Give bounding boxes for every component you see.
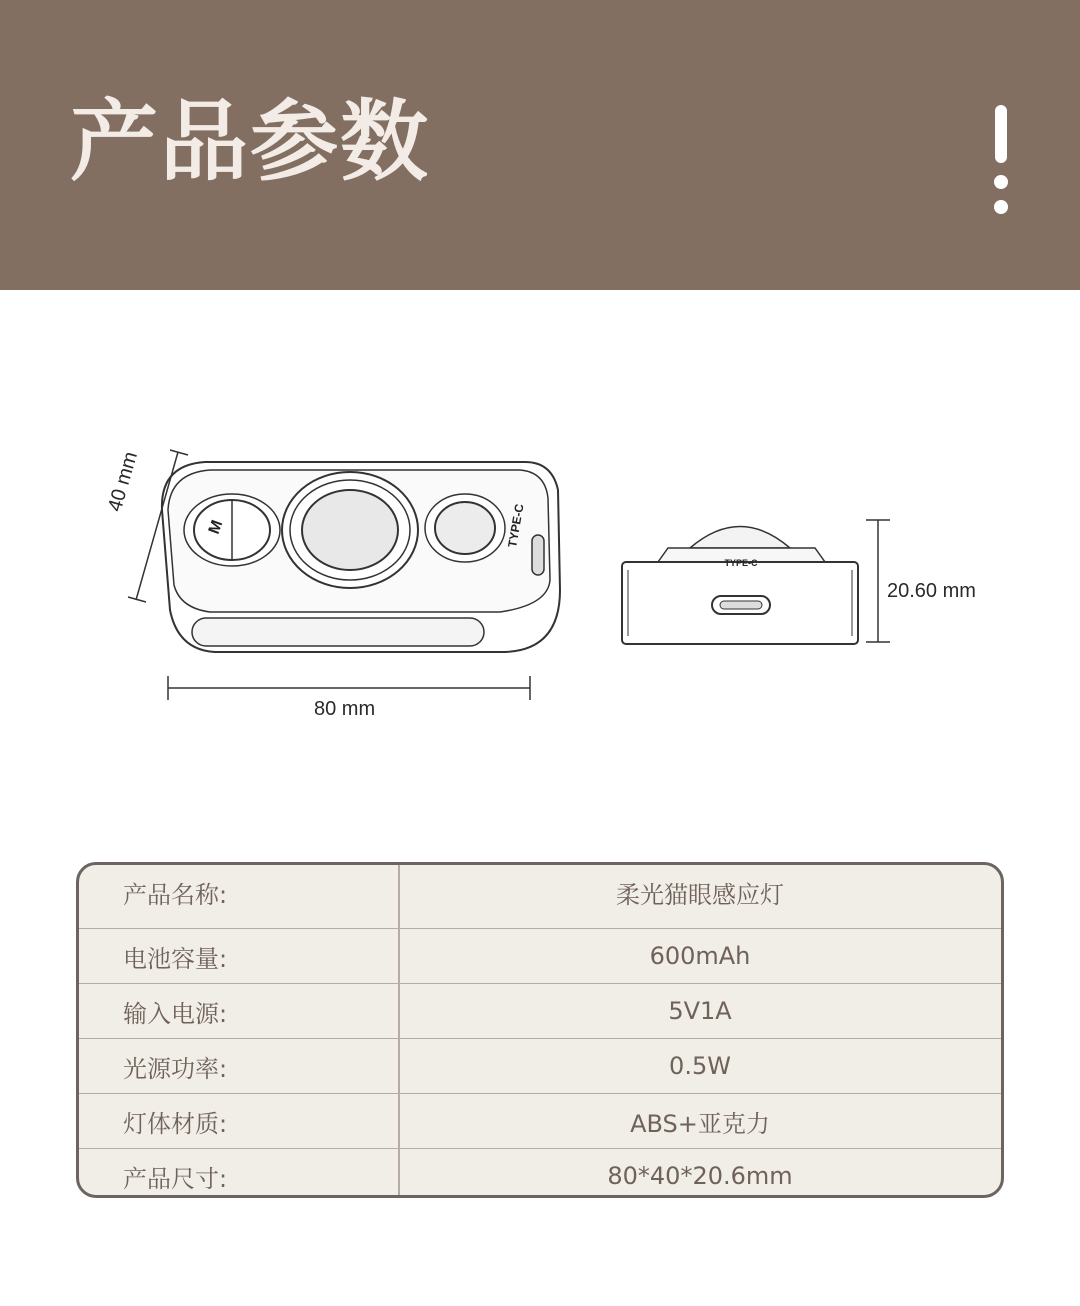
spec-label: 输入电源: xyxy=(123,999,228,1028)
spec-value: 0.5W xyxy=(669,1052,731,1080)
spec-label: 光源功率: xyxy=(123,1054,228,1083)
front-view xyxy=(128,450,560,700)
table-row xyxy=(79,1038,1001,1093)
spec-value: 柔光猫眼感应灯 xyxy=(616,881,784,909)
table-row xyxy=(79,1093,1001,1148)
spec-label: 电池容量: xyxy=(123,944,228,973)
header-banner xyxy=(0,0,1080,290)
spec-label: 灯体材质: xyxy=(123,1109,228,1138)
product-drawing xyxy=(0,290,1080,830)
spec-value: ABS+亚克力 xyxy=(630,1109,770,1138)
spec-value: 600mAh xyxy=(649,942,751,970)
spec-table xyxy=(76,862,1004,1198)
depth-dimension-label: 20.60 mm xyxy=(887,580,976,602)
product-dimension-diagram xyxy=(0,290,1080,830)
table-row xyxy=(79,1148,1001,1198)
front-port-label: TYPE-C xyxy=(505,502,527,549)
table-row xyxy=(79,865,1001,920)
height-dimension-label: 40 mm xyxy=(104,449,142,515)
spec-label: 产品名称: xyxy=(123,881,228,909)
m-button-label: M xyxy=(205,518,227,537)
spec-value: 80*40*20.6mm xyxy=(607,1162,793,1190)
width-dimension-label: 80 mm xyxy=(314,698,376,720)
table-row xyxy=(79,983,1001,1038)
side-port-label: TYPE-C xyxy=(724,558,758,568)
page-title: 产品参数 xyxy=(70,90,431,193)
exclamation-icon xyxy=(992,105,1010,217)
spec-value: 5V1A xyxy=(668,997,732,1025)
spec-label: 产品尺寸: xyxy=(123,1164,228,1193)
table-row xyxy=(79,928,1001,983)
side-view xyxy=(622,520,890,644)
